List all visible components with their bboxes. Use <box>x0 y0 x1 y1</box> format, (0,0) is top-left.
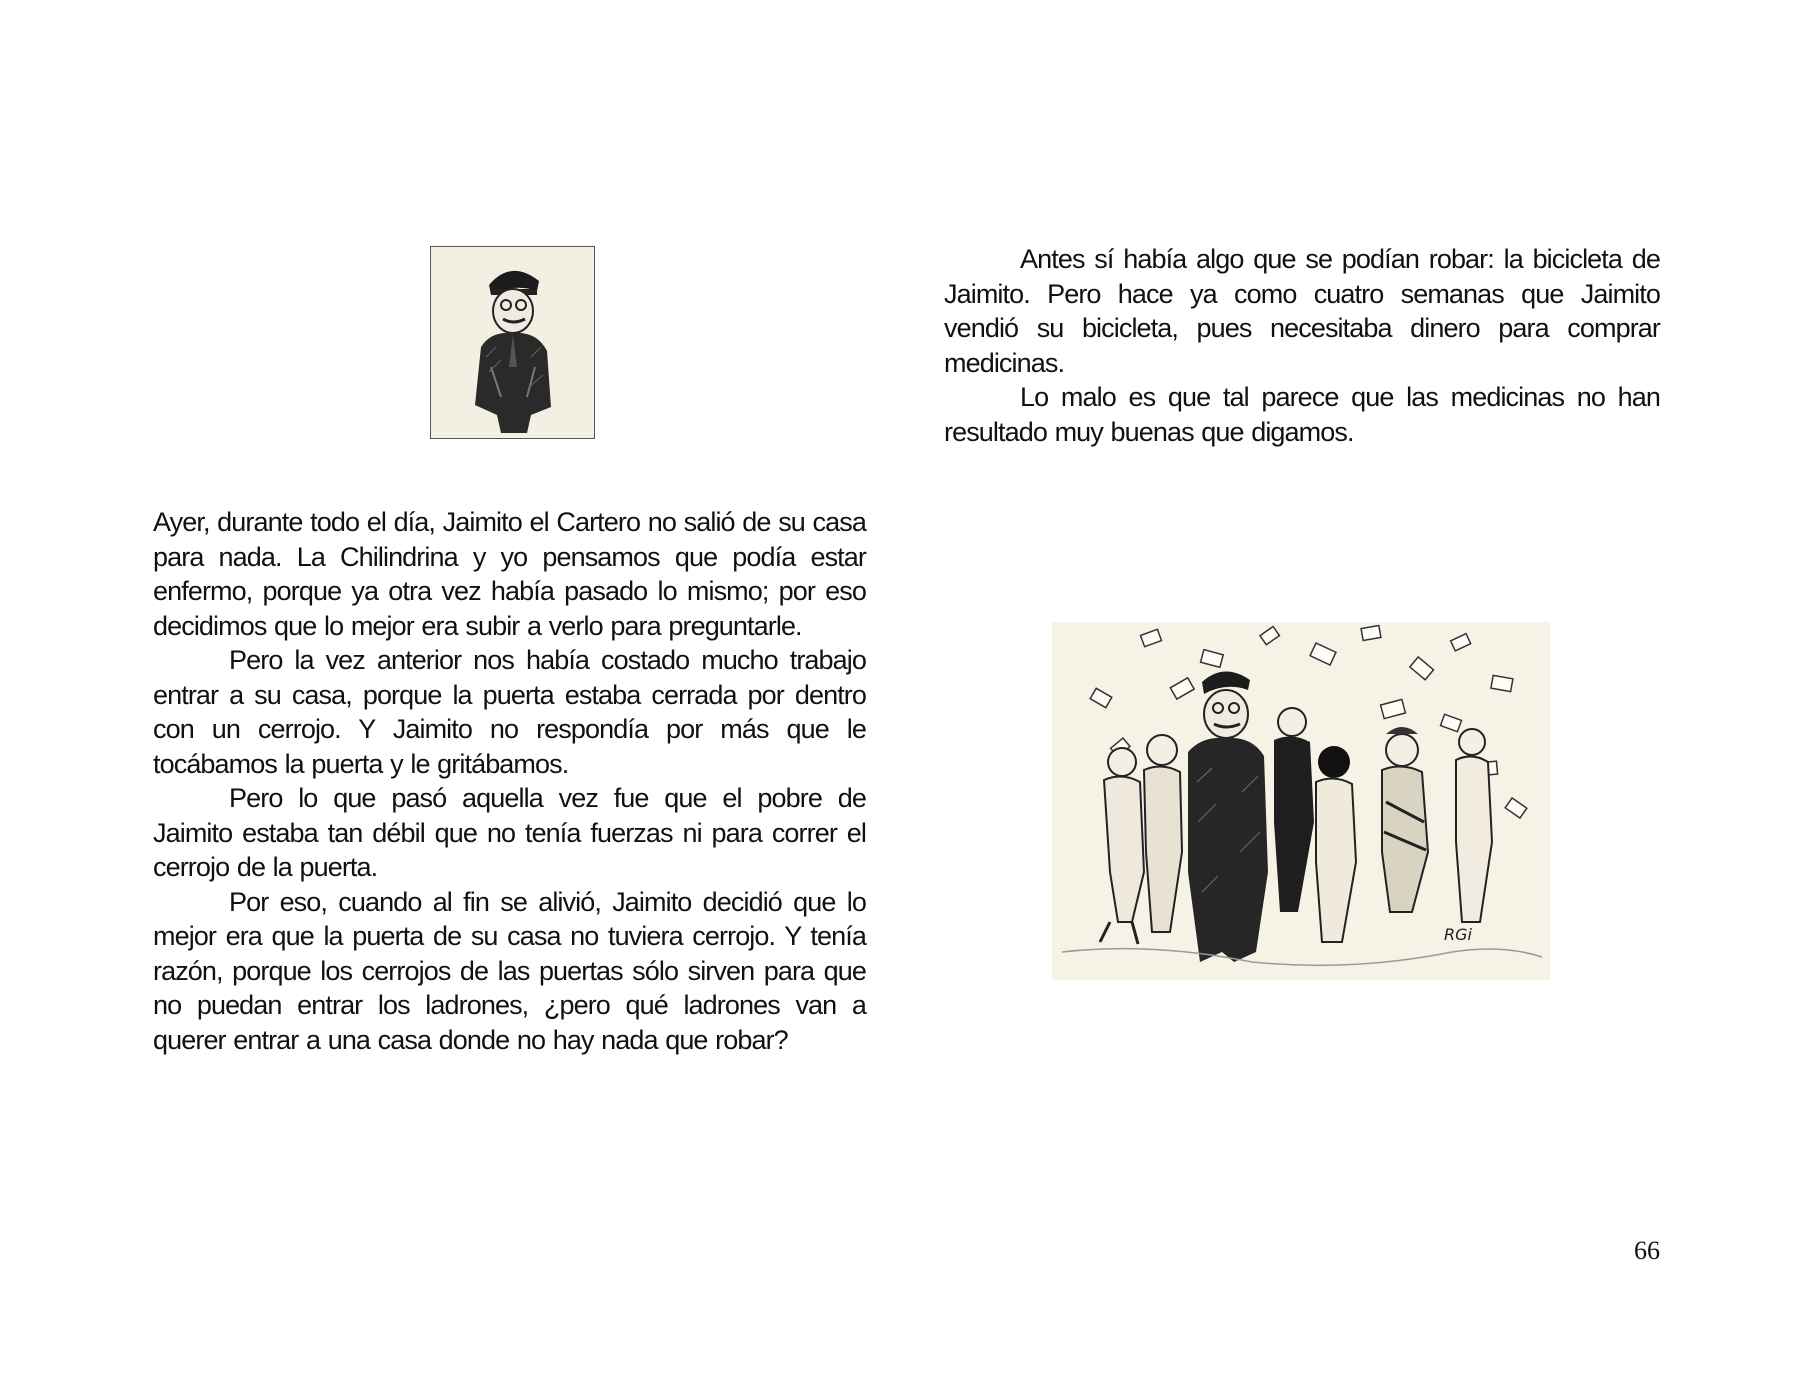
paragraph: Por eso, cuando al fin se alivió, Jaimito decidió que lo mejor era que la puerta de su casa no tuviera cerrojo. Y tenía razón, porque los cerrojos de las puertas sólo sirven para que no puedan entrar los ladrones, ¿pero qué ladrones van a querer entrar a una casa donde no hay nada que robar? <box>153 886 866 1055</box>
right-column-text <box>944 242 1660 449</box>
paragraph: Lo malo es que tal parece que las medicinas no han resultado muy buenas que digamos. <box>944 382 1660 447</box>
page-number: 66 <box>1634 1236 1660 1265</box>
paragraph: Pero la vez anterior nos había costado mucho trabajo entrar a su casa, porque la puerta estaba cerrada por dentro con un cerrojo. Y Jaimito no respondía por más que le tocábamos la puerta y le gritábamos. <box>153 645 866 779</box>
left-column-text <box>153 505 866 1057</box>
paragraph: Ayer, durante todo el día, Jaimito el Cartero no salió de su casa para nada. La Chilindrina y yo pensamos que podía estar enfermo, porque ya otra vez había pasado lo mismo; por eso decidimos que lo mejor era subir a verlo para preguntarle. <box>153 507 866 641</box>
paragraph: Antes sí había algo que se podían robar: la bicicleta de Jaimito. Pero hace ya como cuatro semanas que Jaimito vendió su bicicleta, pues necesitaba dinero para comprar medicinas. <box>944 244 1660 378</box>
artist-signature: RGi <box>1444 925 1472 944</box>
jaimito-portrait-illustration <box>430 246 595 439</box>
crowd-letters-illustration <box>1052 622 1550 980</box>
paragraph: Pero lo que pasó aquella vez fue que el pobre de Jaimito estaba tan débil que no tenía fuerzas ni para correr el cerrojo de la puerta. <box>153 783 866 882</box>
